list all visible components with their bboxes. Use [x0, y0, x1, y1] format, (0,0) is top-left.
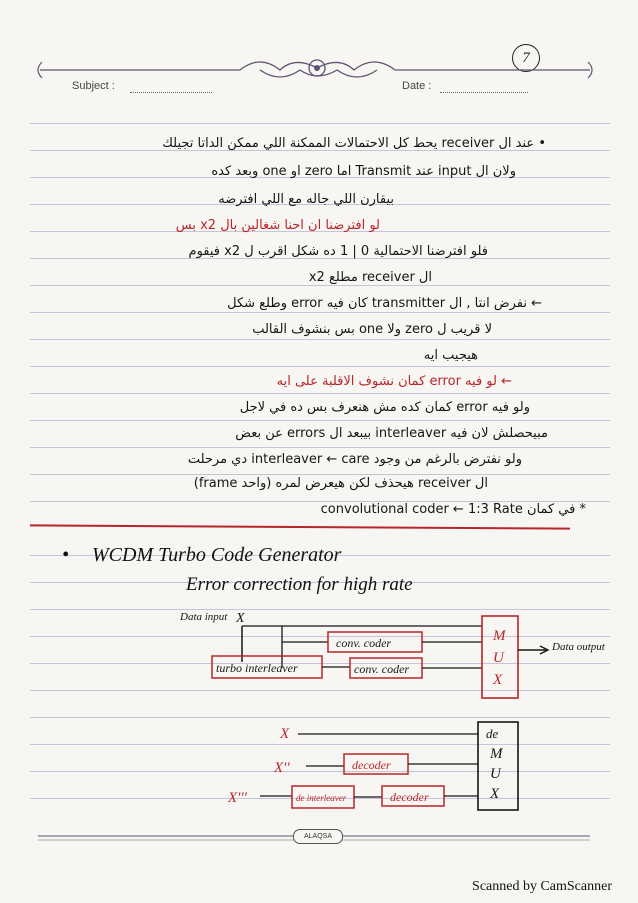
data-input-word-1: Data input	[180, 611, 228, 623]
section-title: WCDM Turbo Code Generator	[92, 544, 342, 566]
note-line: ولان ال input عند Transmit اما zero او one وبعد كده	[211, 164, 516, 179]
decoder-1-label: decoder	[352, 758, 391, 772]
ruled-line	[30, 717, 610, 718]
demux-letter: X	[490, 786, 500, 802]
conv-coder-2-label: conv. coder	[354, 662, 410, 676]
subject-line	[130, 92, 212, 93]
page-number: 7	[512, 44, 540, 72]
note-line: ال receiver مطلع x2	[308, 270, 432, 285]
header-ornament	[30, 52, 605, 88]
note-line: • عند ال receiver يحط كل الاحتمالات الممكنة اللي ممكن الداتا تجيلك	[162, 136, 546, 151]
note-line: ولو فيه error كمان كده مش هنعرف بس ده في لاجل	[239, 400, 530, 415]
mux-letter: U	[493, 650, 504, 666]
note-line: بيقارن اللي جاله مع اللي افترضه	[218, 192, 394, 207]
turbo-decoder-diagram	[210, 720, 540, 812]
ruled-line	[30, 339, 610, 340]
note-line: * في كمان convolutional coder ← 1:3 Rate	[320, 502, 586, 517]
conv-coder-1-label: conv. coder	[336, 636, 392, 650]
ruled-line	[30, 312, 610, 313]
section-subtitle: Error correction for high rate	[186, 574, 413, 595]
decoder-input-x2: X''	[274, 760, 290, 776]
note-line: مبيحصلش لان فيه interleaver بيبعد ال errors عن بعض	[235, 426, 548, 441]
turbo-encoder-diagram	[150, 606, 610, 714]
data-output-label: Data output	[552, 641, 605, 653]
note-line: هيجيب ايه	[423, 348, 478, 363]
note-line: لا قريب ل zero ولا one بس بنشوف القالب	[252, 322, 492, 337]
section-bullet: •	[62, 544, 70, 566]
date-line	[440, 92, 528, 93]
ruled-line	[30, 420, 610, 421]
note-line: ال receiver هيحذف لكن هيعرض لمره (واحد frame)	[193, 476, 488, 491]
encoder-x-label: X	[236, 611, 245, 626]
deinterleaver-label: de interleaver	[296, 793, 347, 803]
note-line-red: ← لو فيه error كمان نشوف الاقلبة على ايه	[276, 374, 512, 389]
turbo-interleaver-label: turbo interleaver	[216, 661, 298, 675]
demux-letter: M	[490, 746, 503, 762]
ruled-line	[30, 447, 610, 448]
demux-letter: U	[490, 766, 501, 782]
note-line: ← نفرض انتا , ال transmitter كان فيه error وطلع شكل	[227, 296, 542, 311]
demux-letter: de	[486, 726, 499, 741]
ruled-line	[30, 393, 610, 394]
scanner-watermark: Scanned by CamScanner	[472, 879, 612, 894]
mux-letter: M	[493, 628, 506, 644]
footer-badge: ALAQSA	[293, 829, 343, 844]
section-divider	[30, 524, 570, 529]
mux-letter: X	[493, 672, 503, 688]
ruled-line	[30, 366, 610, 367]
decoder-2-label: decoder	[390, 790, 429, 804]
ruled-line	[30, 123, 610, 124]
subject-label: Subject :	[72, 80, 115, 92]
decoder-input-x: X	[280, 726, 290, 742]
date-label: Date :	[402, 80, 432, 92]
ruled-line	[30, 285, 610, 286]
decoder-input-x3: X'''	[228, 790, 247, 806]
data-input-label	[179, 611, 228, 623]
note-line: ولو نفترض بالرغم من وجود interleaver ← care دي مرحلت	[187, 452, 522, 467]
note-line-red: لو افترضنا ان احنا شغالين بال x2 بس	[175, 218, 380, 233]
note-line: فلو افترضنا الاحتمالية 0 | 1 ده شكل اقرب ل x2 فيقوم	[188, 244, 488, 259]
ruled-line	[30, 474, 610, 475]
